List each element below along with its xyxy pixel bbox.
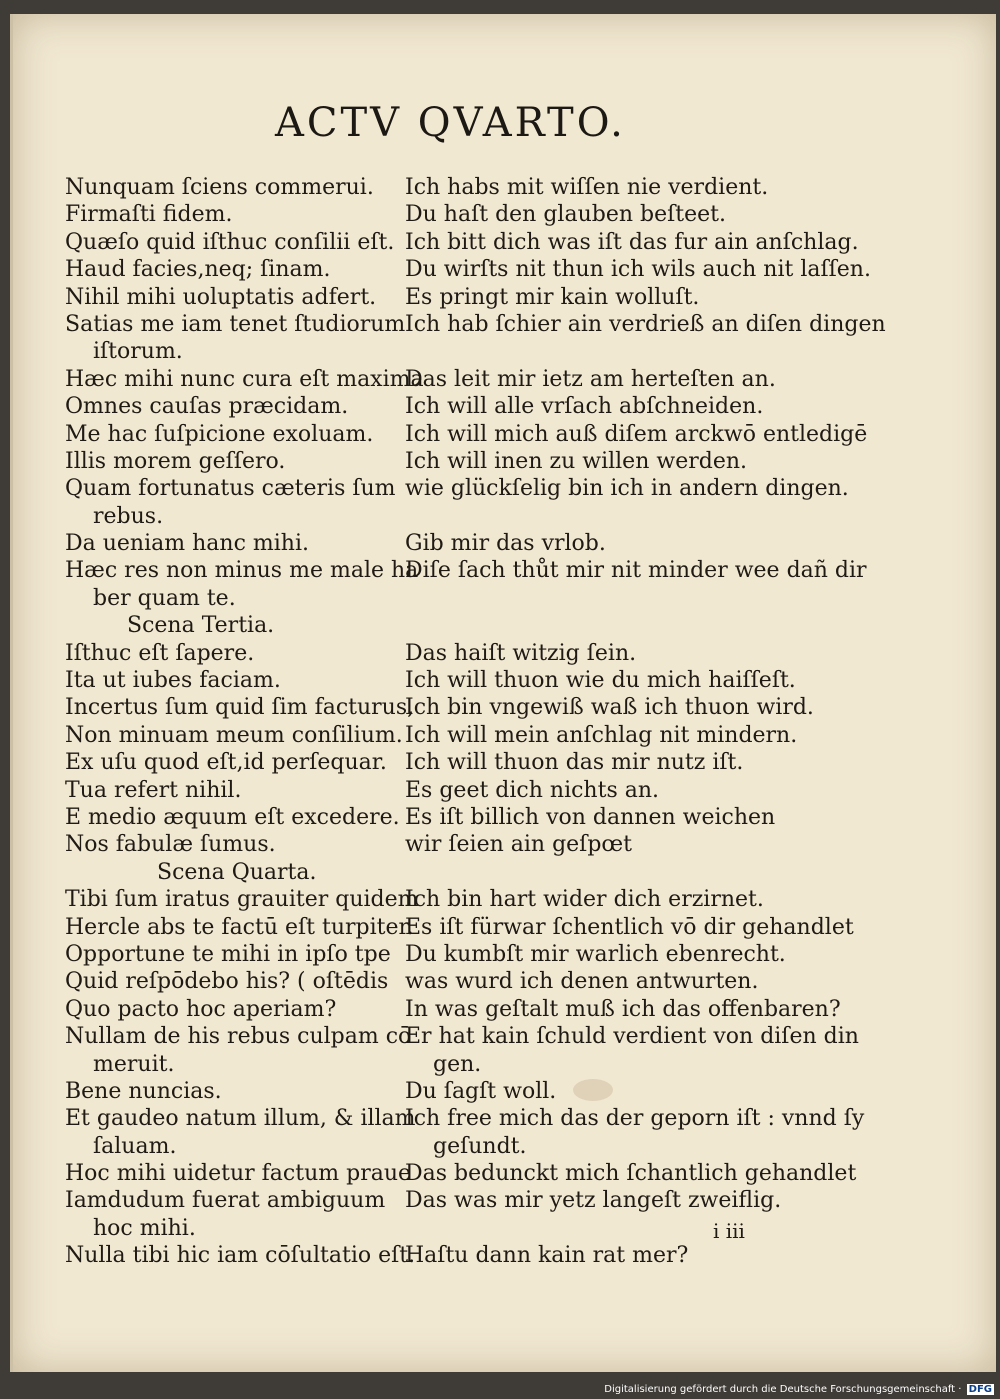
german-line [405, 338, 845, 365]
latin-line: Scena Quarta. [157, 859, 317, 885]
latin-line: Scena Tertia. [127, 613, 275, 639]
german-line: Es iſt fürwar ſchentlich vō dir gehandlet [405, 914, 854, 940]
latin-line: Iſthuc eſt ſapere. [65, 640, 255, 666]
latin-line: Hercle abs te factū eſt turpiter. [65, 914, 414, 940]
latin-line: Da ueniam hanc mihi. [65, 531, 309, 557]
page-header: ACTV QVARTO. [275, 100, 626, 146]
german-line: Du kumbſt mir warlich ebenrecht. [405, 941, 786, 967]
german-line: Ich bin hart wider dich erzirnet. [405, 887, 764, 913]
latin-line: Quam fortunatus cæteris ſum [65, 476, 396, 502]
german-line [405, 612, 845, 639]
latin-line: Quæſo quid iſthuc conſilii eſt. [65, 229, 395, 255]
german-column [405, 174, 886, 1270]
latin-line: Nullam de his rebus culpam cō [65, 1024, 412, 1050]
german-line: Ich habs mit wiſſen nie verdient. [405, 175, 769, 200]
german-line [405, 1215, 845, 1242]
latin-line: Iamdudum fuerat ambiguum [65, 1188, 386, 1214]
german-line [405, 503, 845, 530]
latin-line: hoc mihi. [93, 1215, 196, 1241]
latin-line: ber quam te. [93, 585, 236, 611]
latin-line: Incertus ſum quid ſim facturus, [65, 695, 415, 721]
german-line: Du wirſts nit thun ich wils auch nit laſſen. [405, 257, 871, 283]
latin-line: Hæc res non minus me male ha [65, 558, 419, 584]
german-line: Du haſt den glauben beſteet. [405, 202, 726, 228]
german-line: Ich will mein anſchlag nit mindern. [405, 722, 798, 748]
paper-stain [573, 1079, 613, 1101]
latin-line: Haud facies,neq; ſinam. [65, 257, 331, 283]
german-line: Es iſt billich von dannen weichen [405, 804, 776, 830]
signature-mark: i iii [713, 1219, 745, 1243]
latin-line: Quid reſpōdebo his? ( oſtēdis [65, 969, 389, 995]
latin-line: rebus. [93, 503, 164, 529]
german-line: Es geet dich nichts an. [405, 777, 659, 803]
german-line: gen. [433, 1051, 482, 1077]
german-line: Das leit mir ietz am herteſten an. [405, 366, 776, 392]
german-line: Gib mir das vrlob. [405, 531, 606, 557]
german-line: Haſtu dann kain rat mer? [405, 1243, 689, 1269]
german-line: geſundt. [433, 1133, 527, 1159]
german-line: Ich will mich auß diſem arckwō entledigē [405, 421, 868, 447]
german-line: Das haiſt witzig ſein. [405, 640, 637, 666]
footer-text: Digitalisierung gefördert durch die Deutsche Forschungsgemeinschaft · [604, 1384, 962, 1395]
latin-line: Ita ut iubes faciam. [65, 668, 281, 694]
latin-line: E medio æquum eſt excedere. [65, 804, 400, 830]
german-line [405, 585, 845, 612]
latin-line: Tibi ſum iratus grauiter quidem [65, 887, 419, 913]
latin-line: Nunquam ſciens commerui. [65, 175, 374, 200]
latin-line: Quo pacto hoc aperiam? [65, 996, 337, 1022]
german-line: was wurd ich denen antwurten. [405, 969, 759, 995]
latin-line: ſaluam. [93, 1133, 177, 1159]
german-line: Ich will thuon das mir nutz iſt. [405, 750, 744, 776]
latin-line: Nihil mihi uoluptatis adfert. [65, 284, 377, 310]
german-line: Ich hab ſchier ain verdrieß an diſen dingen [405, 311, 886, 337]
german-line [405, 859, 845, 886]
german-line: In was geſtalt muß ich das offenbaren? [405, 996, 841, 1022]
latin-column [65, 174, 424, 1270]
latin-line: iſtorum. [93, 339, 183, 365]
german-line: Das was mir yetz langeſt zweiflig. [405, 1188, 782, 1214]
german-line: wie glückſelig bin ich in andern dingen. [405, 476, 849, 502]
latin-line: Non minuam meum conſilium. [65, 722, 403, 748]
latin-line: Nulla tibi hic iam cōſultatio eſt. [65, 1243, 416, 1269]
dfg-logo: DFG [968, 1384, 992, 1395]
latin-line: Hoc mihi uidetur factum praue [65, 1161, 412, 1187]
german-line: Ich bin vngewiß waß ich thuon wird. [405, 695, 814, 721]
german-line: Das bedunckt mich ſchantlich gehandlet [405, 1161, 857, 1187]
german-line: Ich bitt dich was iſt das fur ain anſchlag. [405, 229, 859, 255]
latin-line: Illis morem geſſero. [65, 448, 286, 474]
latin-line: Omnes cauſas præcidam. [65, 394, 349, 420]
latin-line: Opportune te mihi in ipſo tpe [65, 941, 391, 967]
footer [604, 1384, 994, 1395]
latin-line: Me hac ſuſpicione exoluam. [65, 421, 374, 447]
latin-line: Satias me iam tenet ſtudiorum [65, 311, 406, 337]
latin-line: Et gaudeo natum illum, & illam [65, 1106, 416, 1132]
german-line: Ich will inen zu willen werden. [405, 448, 747, 474]
latin-line: meruit. [93, 1051, 175, 1077]
latin-line: Bene nuncias. [65, 1078, 222, 1104]
german-line: Es pringt mir kain wolluſt. [405, 284, 700, 310]
german-line: Er hat kain ſchuld verdient von diſen din [405, 1024, 859, 1050]
german-line: wir ſeien ain geſpœt [405, 832, 632, 858]
latin-line: Ex uſu quod eſt,id perſequar. [65, 750, 387, 776]
latin-line: Tua refert nihil. [65, 777, 242, 803]
latin-line: Hæc mihi nunc cura eſt maxima [65, 366, 424, 392]
latin-line: Firmaſti fidem. [65, 202, 233, 228]
latin-line: Nos fabulæ ſumus. [65, 832, 276, 858]
german-line: Ich will thuon wie du mich haiſſeſt. [405, 668, 796, 694]
german-line: Ich free mich das der geporn iſt : vnnd ſy [405, 1106, 865, 1132]
german-line: Diſe ſach thůt mir nit minder wee dañ dir [405, 558, 867, 584]
book-page [10, 14, 996, 1372]
german-line: Du ſagſt woll. [405, 1078, 557, 1104]
german-line: Ich will alle vrſach abſchneiden. [405, 394, 764, 420]
